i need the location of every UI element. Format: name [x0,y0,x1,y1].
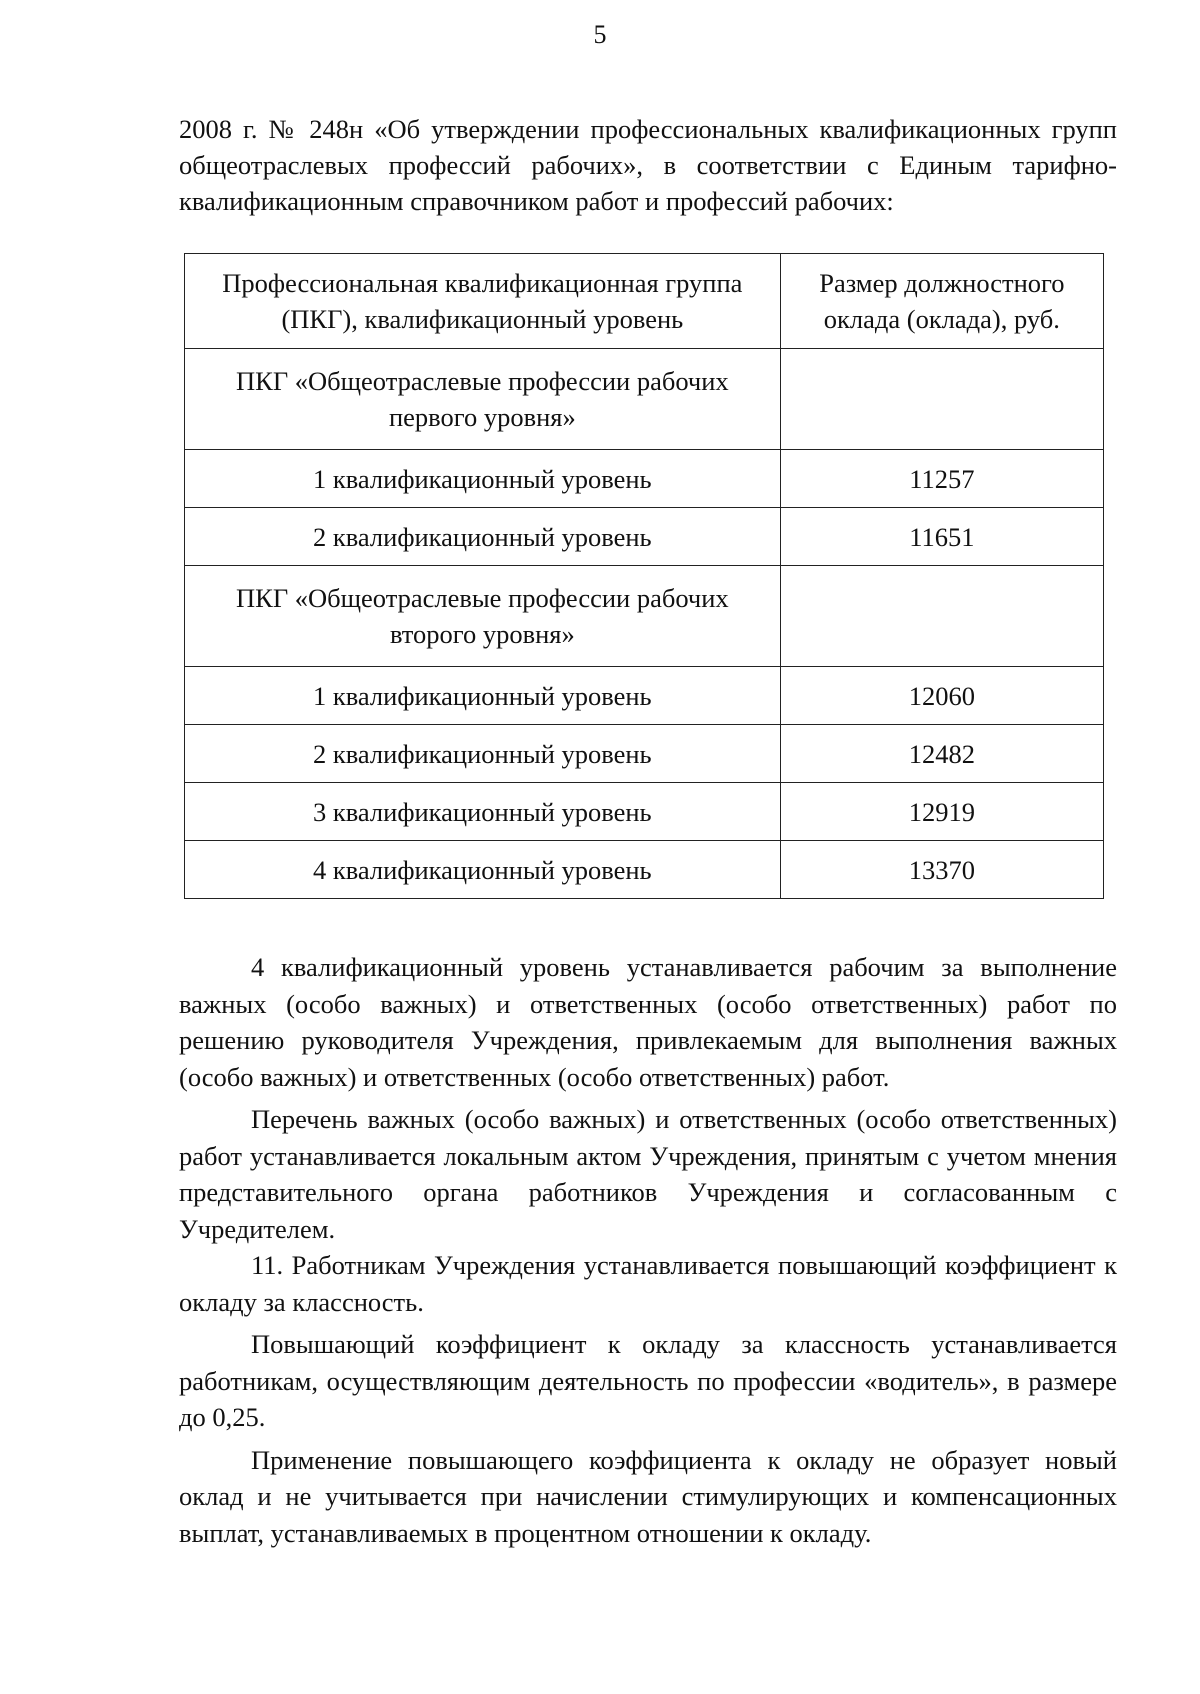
table-header-row [185,254,1104,349]
salary-cell [780,349,1103,450]
header-group-column: Профессиональная квалификационная группа (ПКГ), квалификационный уровень [185,254,781,349]
salary-cell: 12482 [780,725,1103,783]
paragraph: 11. Работникам Учреждения устанавливается повышающий коэффициент к окладу за классность. [179,1250,1117,1317]
table-row [185,667,1104,725]
page-number: 5 [593,20,607,49]
salary-cell: 11651 [780,508,1103,566]
level-cell: 3 квалификационный уровень [185,783,781,841]
paragraph: 4 квалификационный уровень устанавливается рабочим за выполнение важных (особо важных) и ответственных (особо ответственных) работ по решению руководителя Учреждения, привлекаемым для выполнения важных (особо важных) и ответственных (особо ответственных) работ. [179,952,1117,1092]
table-row [185,566,1104,667]
table-row [185,349,1104,450]
table-row [185,783,1104,841]
level-cell: 4 квалификационный уровень [185,841,781,899]
group-cell: ПКГ «Общеотраслевые профессии рабочих первого уровня» [185,349,781,450]
salary-table [184,253,1104,899]
level-cell: 1 квалификационный уровень [185,667,781,725]
header-salary-column: Размер должностного оклада (оклада), руб. [780,254,1103,349]
paragraph: Перечень важных (особо важных) и ответственных (особо ответственных) работ устанавливается локальным актом Учреждения, принятым с учетом мнения представительного органа работников Учреждения и согласованным с Учредителем. [179,1104,1117,1244]
table-row [185,508,1104,566]
salary-cell: 11257 [780,450,1103,508]
salary-cell: 12919 [780,783,1103,841]
group-cell: ПКГ «Общеотраслевые профессии рабочих второго уровня» [185,566,781,667]
level-cell: 2 квалификационный уровень [185,725,781,783]
paragraph: Повышающий коэффициент к окладу за классность устанавливается работникам, осуществляющим деятельность по профессии «водитель», в размере до 0,25. [179,1329,1117,1432]
level-cell: 2 квалификационный уровень [185,508,781,566]
salary-cell [780,566,1103,667]
salary-cell: 12060 [780,667,1103,725]
body-text [179,949,1117,1551]
salary-cell: 13370 [780,841,1103,899]
paragraph: Применение повышающего коэффициента к окладу не образует новый оклад и не учитывается при начислении стимулирующих и компенсационных выплат, устанавливаемых в процентном отношении к окладу. [179,1444,1117,1548]
level-cell: 1 квалификационный уровень [185,450,781,508]
table-row [185,450,1104,508]
intro-paragraph: 2008 г. № 248н «Об утверждении профессиональных квалификационных групп общеотраслевых профессий рабочих», в соответствии с Единым тарифно-квалификационным справочником работ и профессий рабочих: [179,114,1117,216]
table-row [185,841,1104,899]
table-row [185,725,1104,783]
